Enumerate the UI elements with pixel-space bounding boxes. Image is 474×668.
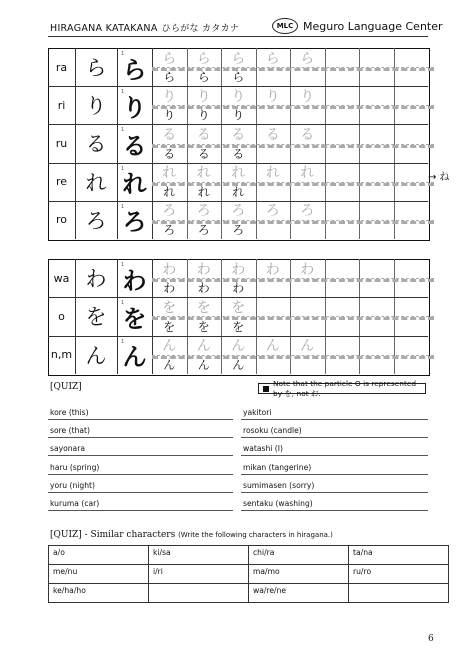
stroke-number: 1 (121, 89, 125, 96)
answer-line[interactable] (241, 510, 428, 511)
stroke-order-kana: わ (122, 266, 147, 295)
written-kana: り (197, 108, 210, 123)
stroke-order-kana: ろ (122, 208, 147, 237)
trace-kana: を (196, 299, 211, 316)
quiz-item: yakitori (243, 408, 272, 417)
romaji-label: re (55, 175, 68, 189)
answer-line[interactable] (48, 455, 233, 456)
written-kana: れ (197, 184, 210, 199)
table-cell[interactable]: a/o (49, 546, 149, 565)
trace-kana: ろ (231, 203, 246, 220)
trace-kana: ん (231, 338, 246, 355)
stroke-number: 1 (121, 51, 125, 57)
trace-kana: れ (231, 165, 246, 182)
trace-kana: る (265, 126, 280, 143)
stroke-order-kana: ら (122, 55, 147, 84)
quiz-item: sore (that) (50, 426, 90, 436)
table-row (49, 565, 449, 584)
title-kana: ひらがな カタカナ (161, 24, 240, 34)
quiz-item: watashi (I) (243, 444, 283, 454)
stroke-number: 1 (121, 262, 125, 268)
written-kana: ら (163, 70, 176, 85)
written-kana: ん (197, 357, 210, 372)
romaji-label: ri (57, 98, 66, 112)
written-kana: ろ (232, 222, 245, 237)
answer-line[interactable] (48, 474, 233, 475)
written-kana: を (197, 319, 210, 334)
romaji-label: ru (55, 136, 68, 150)
table-cell[interactable]: i/ri (149, 565, 249, 584)
quiz2-sub: (Write the following characters in hiragana.) (178, 531, 333, 539)
stroke-number: 1 (121, 300, 125, 307)
trace-kana: ら (196, 50, 211, 67)
romaji-label: wa (53, 271, 70, 285)
romaji-label: ra (55, 60, 68, 74)
trace-kana: ん (265, 338, 280, 355)
written-kana: ろ (197, 222, 210, 237)
model-kana: れ (85, 170, 107, 195)
table-cell[interactable]: chi/ra (249, 546, 349, 565)
trace-kana: り (196, 88, 211, 105)
quiz-item: sentaku (washing) (243, 499, 313, 508)
trace-kana: り (265, 88, 280, 105)
answer-line[interactable] (241, 492, 428, 493)
answer-line[interactable] (241, 419, 428, 420)
answer-line[interactable] (241, 474, 428, 475)
similar-chars-table (48, 545, 449, 603)
written-kana: る (232, 146, 245, 161)
trace-kana: る (300, 126, 315, 143)
answer-line[interactable] (48, 437, 233, 438)
trace-kana: を (162, 299, 177, 316)
stroke-order-kana: れ (122, 170, 147, 199)
written-kana: ん (163, 357, 176, 372)
trace-kana: る (231, 126, 246, 143)
quiz-heading: [QUIZ] (50, 382, 82, 392)
answer-line[interactable] (48, 419, 233, 420)
trace-kana: ろ (265, 203, 280, 220)
model-kana: ら (85, 56, 107, 81)
trace-kana: ん (162, 338, 177, 355)
stroke-order-kana: を (122, 304, 147, 333)
stroke-order-kana: ん (122, 343, 147, 372)
table-row (49, 584, 449, 603)
trace-kana: り (231, 88, 246, 105)
answer-line[interactable] (48, 510, 233, 511)
written-kana: わ (163, 281, 176, 296)
table-cell[interactable]: ru/ro (349, 565, 449, 584)
written-kana: れ (163, 184, 176, 199)
title-text: HIRAGANA KATAKANA (50, 23, 158, 34)
table-cell[interactable]: ke/ha/ho (49, 584, 149, 603)
written-kana: ら (232, 70, 245, 85)
stroke-order-kana: る (122, 131, 147, 160)
model-kana: を (85, 305, 107, 330)
trace-kana: る (162, 126, 177, 143)
trace-kana: る (196, 126, 211, 143)
romaji-label: n,m (50, 348, 73, 362)
trace-kana: ろ (300, 203, 315, 220)
trace-kana: ら (265, 50, 280, 67)
table-cell[interactable]: wa/re/ne (249, 584, 349, 603)
quiz-item: sayonara (50, 444, 85, 454)
quiz2-heading (50, 530, 333, 540)
trace-kana: れ (300, 165, 315, 182)
quiz-item: kuruma (car) (50, 499, 100, 508)
written-kana: ら (197, 70, 210, 85)
square-bullet-icon (263, 386, 269, 392)
table-cell[interactable] (349, 584, 449, 603)
center-name: Meguro Language Center (303, 19, 443, 33)
trace-kana: り (162, 88, 177, 105)
model-kana: わ (85, 267, 107, 292)
trace-kana: ら (231, 50, 246, 67)
page-number: 6 (428, 634, 434, 644)
written-kana: り (163, 108, 176, 123)
header-rule (48, 36, 428, 37)
answer-line[interactable] (48, 492, 233, 493)
mlc-logo: MLC (272, 18, 298, 34)
table-cell[interactable]: ma/mo (249, 565, 349, 584)
trace-kana: ら (162, 50, 177, 67)
trace-kana: ろ (196, 203, 211, 220)
written-kana: る (197, 146, 210, 161)
trace-kana: わ (162, 261, 177, 278)
trace-kana: れ (265, 165, 280, 182)
written-kana: る (163, 146, 176, 161)
trace-kana: ん (300, 338, 315, 355)
quiz-item: haru (spring) (50, 462, 100, 472)
model-kana: り (85, 94, 107, 119)
note-text: Note that the particle O is represented by を, not お. (273, 378, 417, 398)
margin-arrow: → ね (428, 172, 450, 183)
trace-kana: わ (265, 261, 280, 278)
table-row (49, 546, 449, 565)
written-kana: わ (197, 281, 210, 296)
stroke-number: 1 (121, 165, 125, 172)
written-kana: わ (232, 281, 245, 296)
answer-line[interactable] (241, 455, 428, 456)
trace-kana: ら (300, 50, 315, 67)
quiz-item: mikan (tangerine) (243, 462, 312, 472)
table-cell[interactable] (149, 584, 249, 603)
trace-kana: わ (300, 261, 315, 278)
model-kana: ん (85, 343, 107, 368)
brand (272, 18, 443, 34)
table-cell[interactable]: ta/na (349, 546, 449, 565)
written-kana: ん (232, 357, 245, 372)
table-cell[interactable]: ki/sa (149, 546, 249, 565)
page-title (50, 21, 239, 34)
written-kana: れ (232, 184, 245, 199)
quiz2-title: [QUIZ] - Similar characters (50, 530, 176, 540)
trace-kana: れ (162, 165, 177, 182)
stroke-order-kana: り (122, 93, 147, 122)
romaji-label: ro (55, 213, 67, 227)
written-kana: り (232, 108, 245, 123)
table-cell[interactable]: me/nu (49, 565, 149, 584)
trace-kana: ろ (162, 203, 177, 220)
written-kana: を (232, 319, 245, 334)
quiz-item: kore (this) (50, 408, 89, 417)
stroke-number: 1 (121, 203, 125, 210)
trace-kana: わ (196, 261, 211, 278)
written-kana: ろ (163, 222, 176, 237)
trace-kana: れ (196, 165, 211, 182)
stroke-number: 1 (121, 338, 125, 345)
model-kana: ろ (85, 208, 107, 233)
trace-kana: り (300, 88, 315, 105)
answer-line[interactable] (241, 437, 428, 438)
written-kana: を (163, 319, 176, 334)
model-kana: る (85, 132, 107, 157)
stroke-number: 1 (121, 127, 125, 134)
romaji-label: o (58, 309, 65, 323)
particle-note (258, 378, 426, 398)
trace-kana: を (231, 299, 246, 316)
quiz-item: rosoku (candle) (243, 426, 302, 436)
trace-kana: わ (231, 261, 246, 278)
trace-kana: ん (196, 338, 211, 355)
quiz-item: sumimasen (sorry) (243, 480, 315, 490)
quiz-item: yoru (night) (50, 480, 95, 490)
